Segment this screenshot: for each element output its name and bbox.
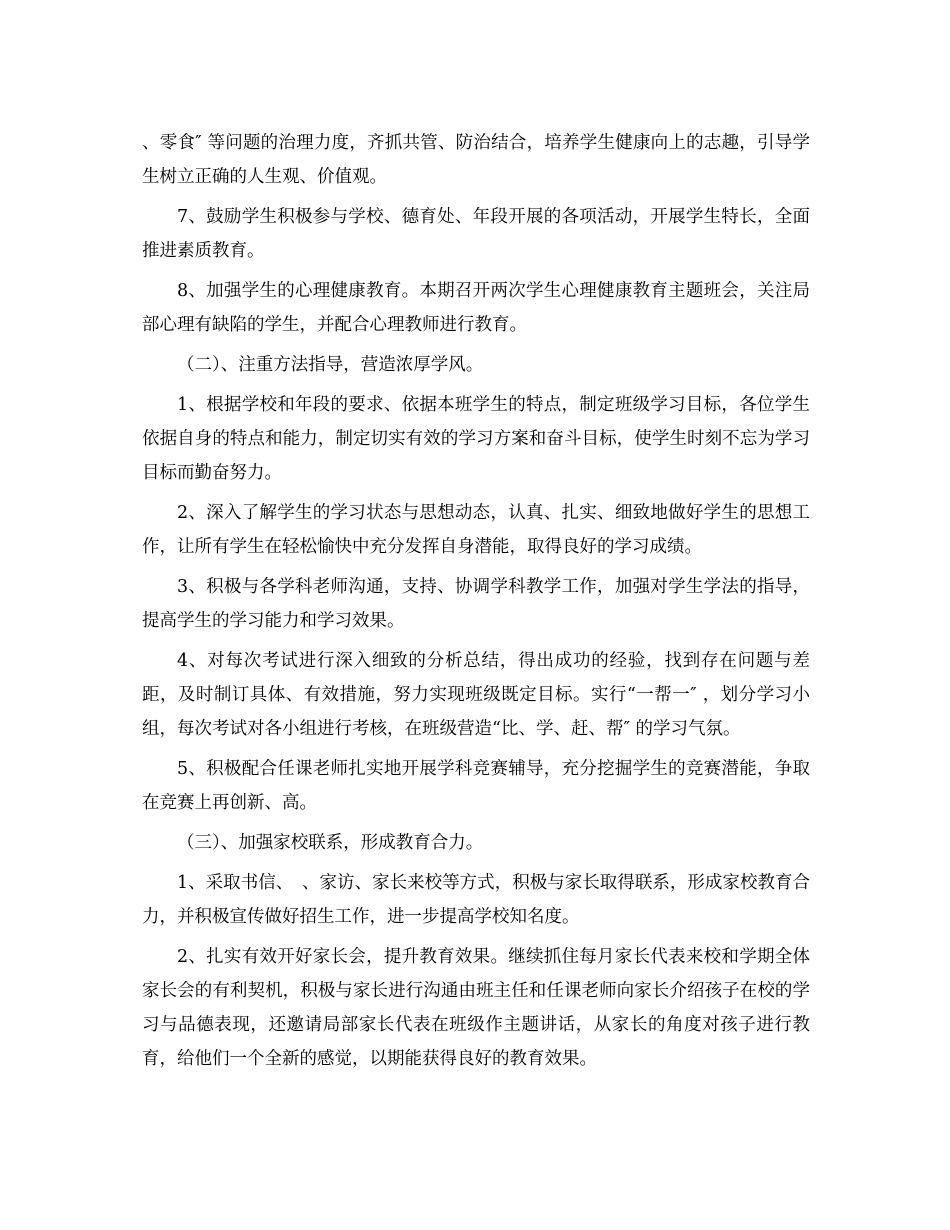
paragraph-item-3: 3、积极与各学科老师沟通，支持、协调学科教学工作，加强对学生学法的指导，提高学生的学习能力和学习效果。: [142, 577, 810, 631]
paragraph-item-5: 5、积极配合任课老师扎实地开展学科竞赛辅导，充分挖掘学生的竞赛潜能，争取在竞赛上再创新、高。: [142, 759, 810, 813]
paragraph-item-1-home-school: 1、采取书信、 、家访、家长来校等方式，积极与家长取得联系，形成家校教育合力，并积极宣传做好招生工作，进一步提高学校知名度。: [142, 873, 810, 927]
document-page: [142, 126, 810, 1082]
section-heading-2: （二）、注重方法指导，营造浓厚学风。: [177, 355, 484, 375]
paragraph-item-2-parent-meeting: 2、扎实有效开好家长会，提升教育效果。继续抓住每月家长代表来校和学期全体家长会的有利契机，积极与家长进行沟通由班主任和任课老师向家长介绍孩子在校的学习与品德表现，还邀请局部家长代表在班级作主题讲话，从家长的角度对孩子进行教育，给他们一个全新的感觉，以期能获得良好的教育效果。: [142, 947, 810, 1069]
section-heading-3: （三）、加强家校联系，形成教育合力。: [177, 833, 484, 853]
paragraph-item-4: 4、对每次考试进行深入细致的分析总结，得出成功的经验，找到存在问题与差距，及时制订具体、有效措施，努力实现班级既定目标。实行“一帮一″ ，划分学习小组，每次考试对各小组进行考核，在班级营造“比、学、赶、帮″ 的学习气氛。: [142, 651, 810, 739]
paragraph-continuation: 、零食″ 等问题的治理力度，齐抓共管、防治结合，培养学生健康向上的志趣，引导学生树立正确的人生观、价值观。: [142, 133, 810, 187]
paragraph-item-2: 2、深入了解学生的学习状态与思想动态，认真、扎实、细致地做好学生的思想工作，让所有学生在轻松愉快中充分发挥自身潜能，取得良好的学习成绩。: [142, 503, 810, 557]
paragraph-item-1: 1、根据学校和年段的要求、依据本班学生的特点，制定班级学习目标，各位学生依据自身的特点和能力，制定切实有效的学习方案和奋斗目标，使学生时刻不忘为学习目标而勤奋努力。: [142, 395, 810, 483]
paragraph-item-8: 8、加强学生的心理健康教育。本期召开两次学生心理健康教育主题班会，关注局部心理有缺陷的学生，并配合心理教师进行教育。: [142, 281, 810, 335]
paragraph-item-7: 7、鼓励学生积极参与学校、德育处、年段开展的各项活动，开展学生特长，全面推进素质教育。: [142, 207, 810, 261]
